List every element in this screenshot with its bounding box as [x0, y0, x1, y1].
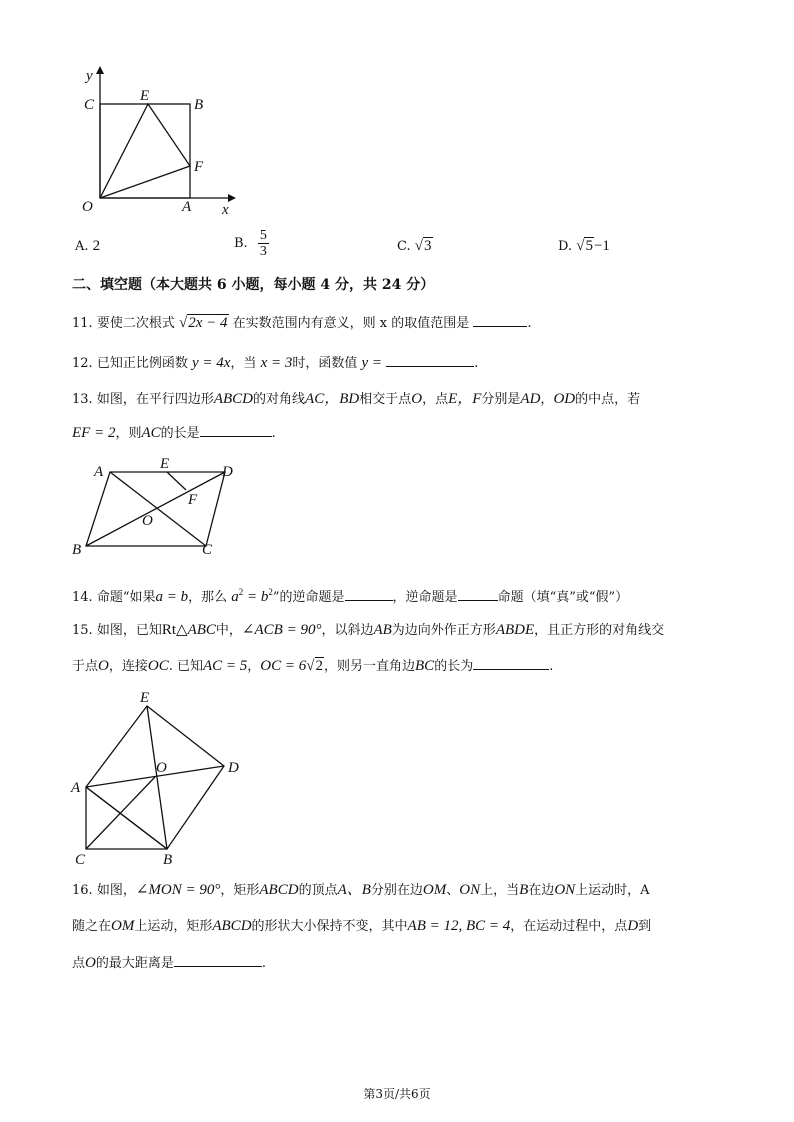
label-o: O [82, 199, 93, 215]
question-12 [72, 352, 478, 374]
choice-d-radicand: 5 [585, 238, 593, 254]
q11-text-post: 在实数范围内有意义，则 x 的取值范围是 [232, 316, 470, 331]
label-y: y [86, 68, 93, 84]
question-15-line-2 [72, 655, 553, 677]
q14-text-3: ”的逆命题是 [272, 590, 345, 605]
q11-number: 11. [72, 316, 93, 331]
q13-text-a: 如图，在平行四边形 [96, 392, 214, 407]
q13-text-d: ，点 [422, 392, 449, 407]
q15-ab: AB [373, 622, 392, 638]
q13-text-i: 的长是 [160, 426, 200, 441]
q14-formula-1: a = b [155, 589, 189, 605]
label-a: A [94, 464, 104, 480]
q16-om-2: OM [111, 918, 135, 934]
segment-ab [86, 787, 167, 849]
q15-text-a: 如图，已知 [96, 623, 162, 638]
q16-text-h: 上运动时，A [575, 883, 650, 898]
q15-oc-value: OC = 6 [260, 658, 307, 674]
page-footer: 第3页/共6页 [363, 1087, 431, 1101]
label-c: C [202, 542, 213, 558]
y-axis-arrow [96, 66, 104, 74]
label-b: B [72, 542, 82, 558]
q15-bc: BC [415, 658, 435, 674]
q16-angle: ∠MON = 90° [135, 882, 221, 898]
q16-on-2: ON [554, 882, 576, 898]
q16-d: D [627, 918, 639, 934]
q15-abc: ABC [187, 622, 216, 638]
question-14 [72, 582, 628, 608]
choice-d-suffix: −1 [593, 238, 610, 254]
q15-text-c: ，以斜边 [321, 623, 374, 638]
q15-text-g: ，连接 [108, 659, 148, 674]
q13-text-b: 的对角线 [253, 392, 306, 407]
q13-text-c: 相交于点 [359, 392, 412, 407]
question-11 [72, 312, 532, 334]
label-e: E [140, 690, 150, 706]
q15-text-i: ， [247, 659, 261, 674]
label-f: F [188, 492, 198, 508]
choice-b-fraction [258, 228, 269, 259]
choice-b-denominator: 3 [259, 244, 267, 259]
label-d: D [222, 464, 233, 480]
q16-on: ON [459, 882, 481, 898]
choice-c-label: C. [397, 239, 411, 254]
q14-exp-2: 2 [268, 587, 273, 597]
q13-text-g: 的中点，若 [575, 392, 641, 407]
label-e: E [140, 88, 150, 104]
q13-number: 13. [72, 392, 93, 407]
x-axis-arrow [228, 194, 236, 202]
q11-radicand: 2x − 4 [188, 315, 228, 331]
q16-text-i: 随之在 [72, 919, 112, 934]
q16-text-j: 上运动，矩形 [134, 919, 213, 934]
q13-text-h: ，则 [115, 426, 142, 441]
q15-text-j: ，则另一直角边 [324, 659, 416, 674]
q15-rt: Rt△ [161, 622, 188, 638]
q13-end: . [271, 426, 276, 441]
q16-text-a: 如图， [96, 883, 136, 898]
q13-answer-blank[interactable] [200, 422, 272, 437]
q15-answer-blank[interactable] [473, 655, 549, 670]
choice-c-radicand: 3 [424, 238, 432, 254]
label-o: O [156, 760, 167, 776]
q13-od: OD [553, 391, 576, 407]
label-f: F [194, 159, 204, 175]
q12-end: . [474, 356, 479, 371]
diagonal-ac [110, 472, 206, 546]
triangle-oef [100, 104, 190, 198]
q14-text-1: 命题“如果 [96, 590, 156, 605]
q13-text-f: ， [540, 392, 554, 407]
q16-om: OM [422, 882, 447, 898]
q12-formula-1: y = 4x [191, 355, 231, 371]
question-13-line-1 [72, 389, 640, 410]
q15-text-b: 中， [215, 623, 242, 638]
label-b: B [163, 852, 173, 868]
q16-number: 16. [72, 883, 93, 898]
q13-acbd: AC，BD [305, 391, 360, 407]
q16-ab: A、B [337, 882, 371, 898]
q15-abde: ABDE [495, 622, 535, 638]
q15-angle: ∠ACB = 90° [241, 622, 322, 638]
q15-oc: OC [147, 658, 169, 674]
q14-formula-2 [231, 589, 273, 605]
label-o: O [142, 513, 153, 529]
q15-text-d: 为边向外作正方形 [391, 623, 496, 638]
q12-number: 12. [72, 356, 93, 371]
q12-text-3: 时，函数值 [292, 356, 358, 371]
choice-b [234, 228, 269, 259]
choice-d [558, 236, 610, 257]
q16-o: O [85, 955, 96, 971]
label-x: x [222, 202, 229, 216]
q14-number: 14. [72, 590, 93, 605]
question-13-line-2 [72, 422, 276, 444]
q11-text-pre: 要使二次根式 [96, 316, 175, 331]
choice-c [397, 236, 433, 257]
q16-text-g: 在边 [528, 883, 555, 898]
q16-text-c: 的顶点 [298, 883, 338, 898]
choice-d-sqrt: √5 [576, 238, 593, 254]
q14-answer-blank-2[interactable] [458, 586, 498, 601]
label-e: E [160, 456, 170, 472]
q11-radical: √2x − 4 [178, 315, 228, 331]
choice-a-value: 2 [92, 238, 101, 254]
q16-text-o: 的最大距离是 [95, 956, 174, 971]
choice-b-label: B. [234, 236, 248, 251]
question-16-line-1 [72, 880, 650, 901]
q16-text-e: 、 [446, 883, 460, 898]
q13-condition: EF = 2 [72, 425, 116, 441]
q16-text-f: 上，当 [480, 883, 520, 898]
q14-text-2: ，那么 [188, 590, 228, 605]
q16-abcd: ABCD [259, 882, 299, 898]
q13-ef: E，F [448, 391, 482, 407]
q16-text-k: 的形状大小保持不变，其中 [251, 919, 408, 934]
label-c: C [75, 852, 86, 868]
choice-d-label: D. [558, 239, 573, 254]
q12-answer-blank[interactable] [386, 352, 474, 367]
q14-formula-2-a: a [231, 589, 239, 605]
q16-text-m: 到 [638, 919, 652, 934]
diagonal-ad [86, 766, 224, 787]
section-heading-fill-in: 二、填空题（本大题共 6 小题，每小题 4 分，共 24 分） [72, 277, 435, 293]
q15-text-e: ，且正方形的对角线交 [534, 623, 665, 638]
q15-text-h: . 已知 [168, 659, 203, 674]
choice-b-numerator: 5 [259, 228, 267, 243]
q15-number: 15. [72, 623, 93, 638]
square-oabc [100, 104, 190, 198]
q16-abcd-2: ABCD [212, 918, 252, 934]
q16-text-b: ，矩形 [220, 883, 260, 898]
q12-text-2: ，当 [230, 356, 257, 371]
q13-text-e: 分别是 [481, 392, 521, 407]
q11-end: . [527, 316, 532, 331]
q14-formula-2-b: = b [247, 589, 269, 605]
q13-abcd: ABCD [213, 391, 254, 407]
figure-square-on-hypotenuse [66, 686, 256, 868]
q16-dimensions: AB = 12, BC = 4 [407, 918, 511, 934]
q16-end: . [261, 956, 267, 971]
q11-answer-blank[interactable] [473, 312, 527, 327]
question-16-line-2 [72, 916, 651, 937]
label-a: A [71, 780, 81, 796]
q14-answer-blank-1[interactable] [345, 586, 393, 601]
label-c: C [84, 97, 95, 113]
segment-ef [167, 472, 186, 490]
q16-b: B [519, 882, 529, 898]
q15-sqrt: √2 [306, 658, 323, 674]
q13-ac: AC [141, 425, 161, 441]
question-15-line-1 [72, 620, 664, 641]
q12-text-1: 已知正比例函数 [96, 356, 188, 371]
q13-ad: AD [520, 391, 541, 407]
q16-text-n: 点 [72, 956, 86, 971]
q14-exp-1: 2 [238, 587, 244, 597]
choice-a [75, 236, 100, 257]
q12-formula-3: y = [361, 355, 383, 371]
q15-radicand: 2 [315, 658, 323, 674]
question-16-line-3 [72, 952, 266, 974]
q12-formula-2: x = 3 [260, 355, 293, 371]
choice-a-label: A. [75, 239, 89, 254]
q15-ac-value: AC = 5 [202, 658, 248, 674]
q15-end: . [549, 659, 554, 674]
q13-o: O [411, 391, 423, 407]
q16-answer-blank[interactable] [174, 952, 262, 967]
q15-text-k: 的长为 [434, 659, 474, 674]
label-a: A [182, 199, 192, 215]
label-d: D [228, 760, 239, 776]
q14-text-4: ，逆命题是 [392, 590, 458, 605]
q16-text-l: ，在运动过程中，点 [510, 919, 628, 934]
figure-parallelogram [70, 452, 250, 562]
label-b: B [194, 97, 204, 113]
q14-text-5: 命题（填“真”或“假”） [497, 590, 629, 605]
q15-text-f: 于点 [72, 659, 99, 674]
q15-o: O [98, 658, 109, 674]
q16-text-d: 分别在边 [370, 883, 423, 898]
figure-square-coordinates [70, 66, 240, 216]
choice-c-sqrt: √3 [414, 238, 432, 254]
